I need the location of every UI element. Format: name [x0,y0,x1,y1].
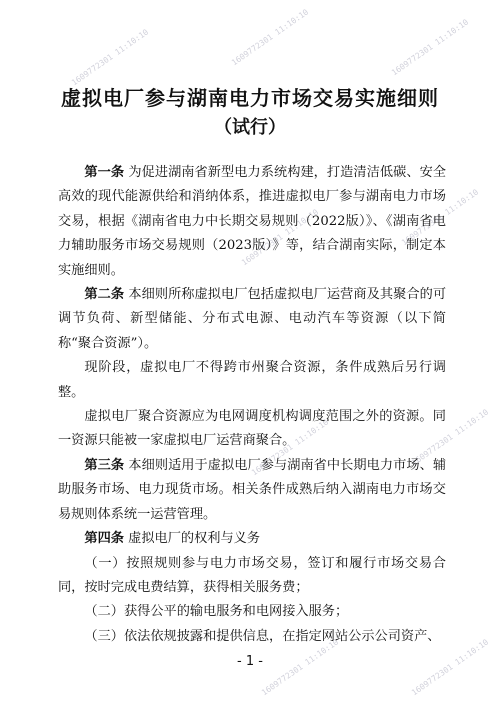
article-lead: 第一条 [84,165,125,180]
watermark: 1609772301 11:10:10 [70,27,151,88]
paragraph [58,283,446,356]
paragraph [58,552,446,601]
paragraph-text: 现阶段，虚拟电厂不得跨市州聚合资源，条件成熟后另行调整。 [58,360,446,400]
watermark: 1609772301 11:10:10 [240,207,321,268]
document-subtitle: （试行） [214,117,286,138]
paragraph [58,454,446,527]
watermark: 1609772301 11:10:10 [230,7,311,68]
paragraph-text: 为促进湖南省新型电力系统构建，打造清洁低碳、安全高效的现代能源供给和消纳体系，推进虚拟电厂参与湖南电力市场交易，根据《湖南省电力中长期交易规则（2022版）》、《湖南省电力辅助服务市场交易规则（2023版）》等，结合湖南实际，制定本实施细则。 [58,165,447,278]
article-lead: 第三条 [84,457,125,473]
paragraph [58,356,446,405]
document-title: 虚拟电厂参与湖南电力市场交易实施细则 [61,86,439,110]
paragraph-text: （二）获得公平的输电服务和电网接入服务； [84,604,349,620]
paragraph [58,405,446,454]
watermark: 1609772301 11:10:10 [400,187,481,248]
paragraph-text: （一）按照规则参与电力市场交易，签订和履行市场交易合同，按时完成电费结算，获得相关服务费； [58,555,446,595]
paragraph-text: 本细则所称虚拟电厂包括虚拟电厂运营商及其聚合的可调节负荷、新型储能、分布式电源、电动汽车等资源（以下简称“聚合资源”）。 [58,287,447,351]
paragraph-text: 本细则适用于虚拟电厂参与湖南省中长期电力市场、辅助服务市场、电力现货市场。相关条件成熟后纳入湖南电力市场交易规则体系统一运营管理。 [58,457,447,522]
watermark: 1609772301 11:10:10 [410,407,491,468]
article-lead: 第四条 [84,531,124,547]
page-number: - 1 - [237,654,263,669]
paragraph-text: （三）依法依规披露和提供信息，在指定网站公示公司资产、 [84,628,441,644]
watermark: 1609772301 11:10:10 [260,637,341,698]
article-lead: 第二条 [84,287,125,303]
watermark: 1609772301 11:10:10 [390,17,471,78]
watermark: 1609772301 11:10:10 [410,637,491,698]
paragraph [58,600,446,624]
paragraph-text: 虚拟电厂的权利与义务 [128,531,261,547]
paragraph-text: 虚拟电厂聚合资源应为电网调度机构调度范围之外的资源。同一资源只能被一家虚拟电厂运营商聚合。 [58,409,446,449]
paragraph [58,161,446,283]
watermark: 1609772301 11:10:10 [250,417,331,478]
paragraph [58,527,446,551]
paragraph [58,625,446,649]
document-body [58,161,446,649]
